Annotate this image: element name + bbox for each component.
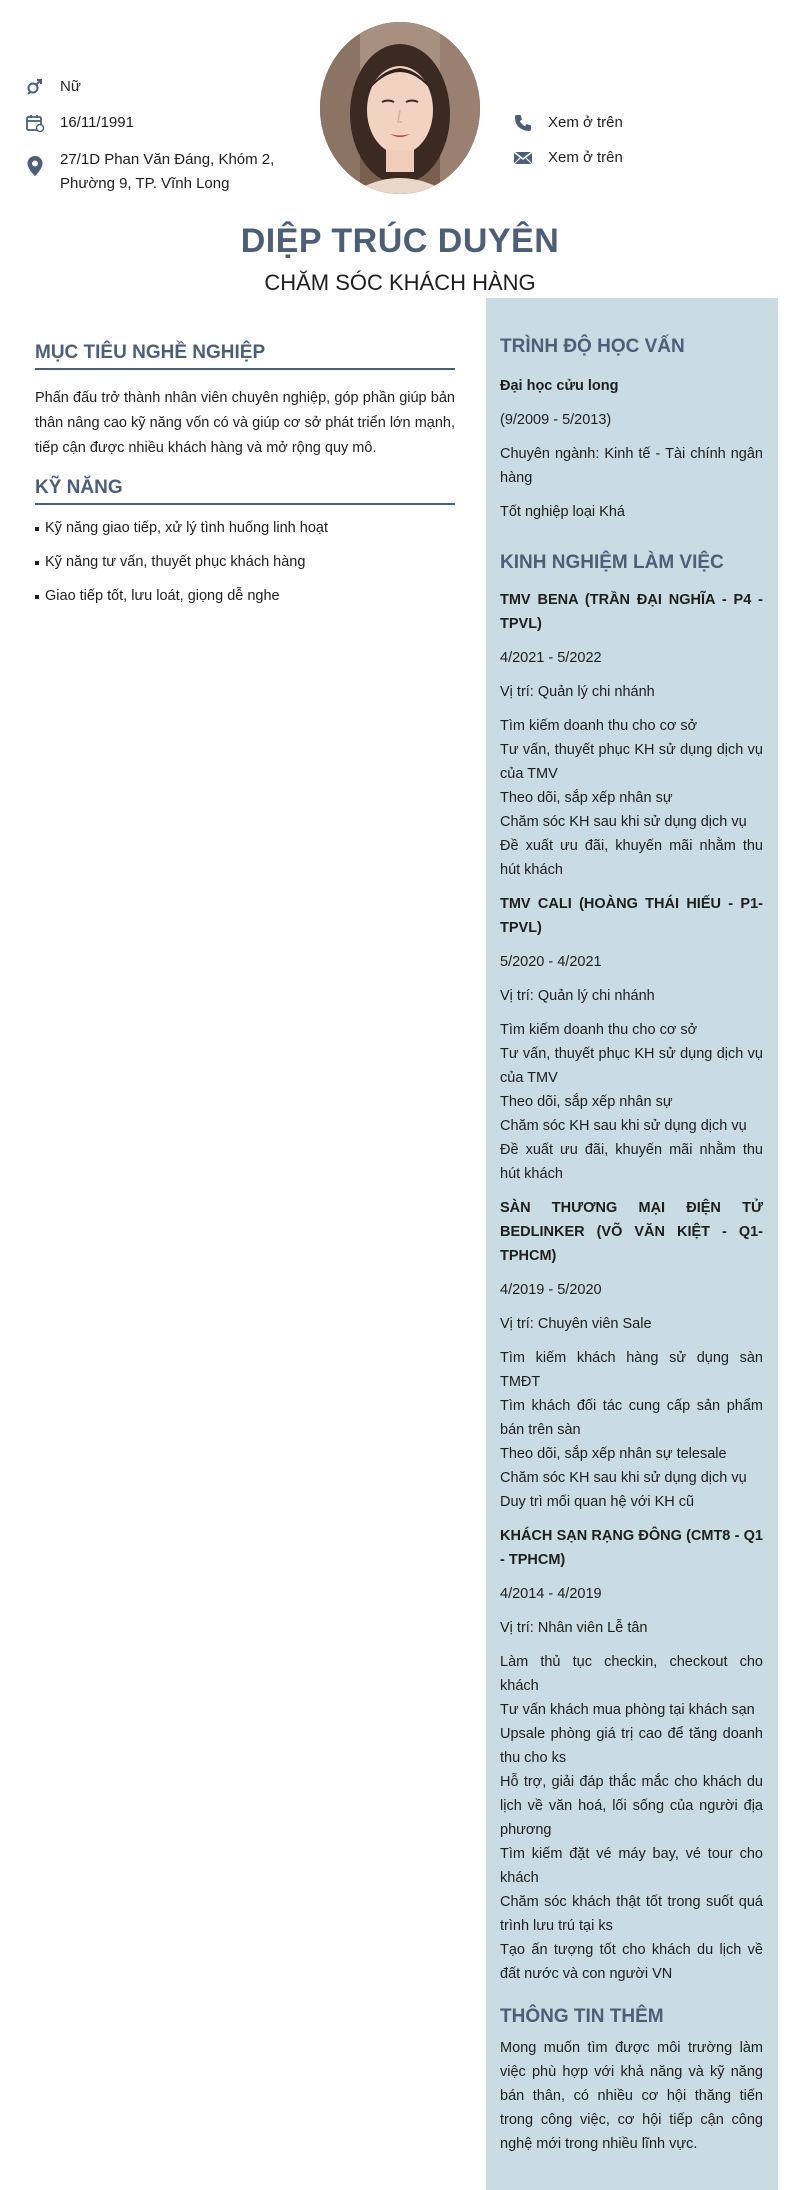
job-period: 5/2020 - 4/2021 xyxy=(500,954,602,970)
job-duty: Theo dõi, sắp xếp nhân sự xyxy=(500,790,673,806)
objective-text: Phấn đấu trở thành nhân viên chuyên nghiệp, góp phần giúp bản thân nâng cao kỹ năng vốn có và giúp cơ sở phát triển lớn mạnh, tiếp cận được nhiều khách hàng và mở rộng quy mô. xyxy=(35,390,455,456)
job-period: 4/2014 - 4/2019 xyxy=(500,1586,602,1602)
job-company: TMV BENA (TRẦN ĐẠI NGHĨA - P4 - TPVL) xyxy=(500,592,763,632)
job-duty: Tìm kiếm doanh thu cho cơ sở xyxy=(500,1022,698,1038)
gender-text: Nữ xyxy=(60,78,81,95)
job-entry xyxy=(500,1196,763,1514)
job-duty: Tìm kiếm khách hàng sử dụng sàn TMĐT xyxy=(500,1350,763,1390)
job-duty: Chăm sóc KH sau khi sử dụng dịch vụ xyxy=(500,1470,747,1486)
job-position: Vị trí: Quản lý chi nhánh xyxy=(500,988,655,1004)
address-row xyxy=(24,148,294,196)
email-icon xyxy=(512,147,534,169)
job-company: KHÁCH SẠN RẠNG ĐÔNG (CMT8 - Q1 - TPHCM) xyxy=(500,1528,763,1568)
job-duty: Tư vấn, thuyết phục KH sử dụng dịch vụ của TMV xyxy=(500,1046,763,1086)
gender-row xyxy=(24,76,294,98)
job-duty: Tư vấn, thuyết phục KH sử dụng dịch vụ của TMV xyxy=(500,742,763,782)
dob-text: 16/11/1991 xyxy=(60,114,134,131)
skill-item: Kỹ năng giao tiếp, xử lý tình huống linh hoạt xyxy=(35,517,455,539)
phone-text: Xem ở trên xyxy=(548,114,623,131)
education-school: Đại học cửu long xyxy=(500,378,619,394)
avatar xyxy=(320,22,480,194)
job-duty: Tạo ấn tượng tốt cho khách du lịch về đất nước và con người VN xyxy=(500,1942,763,1982)
job-duty: Làm thủ tục checkin, checkout cho khách xyxy=(500,1654,763,1694)
skills-title: KỸ NĂNG xyxy=(35,477,455,505)
phone-row xyxy=(512,112,752,134)
skill-item: Giao tiếp tốt, lưu loát, giọng dễ nghe xyxy=(35,585,455,607)
job-period: 4/2019 - 5/2020 xyxy=(500,1282,602,1298)
objective-title: MỤC TIÊU NGHỀ NGHIỆP xyxy=(35,342,455,370)
additional-title: THÔNG TIN THÊM xyxy=(500,2006,664,2027)
job-duty: Theo dõi, sắp xếp nhân sự telesale xyxy=(500,1446,727,1462)
job-duty: Tìm kiếm doanh thu cho cơ sở xyxy=(500,718,698,734)
dob-row xyxy=(24,112,294,134)
candidate-name: DIỆP TRÚC DUYÊN xyxy=(240,222,560,260)
job-duty: Upsale phòng giá trị cao để tăng doanh thu cho ks xyxy=(500,1726,763,1766)
location-icon xyxy=(24,155,46,177)
job-duty: Chăm sóc KH sau khi sử dụng dịch vụ xyxy=(500,1118,747,1134)
education-major: Chuyên ngành: Kinh tế - Tài chính ngân hàng xyxy=(500,446,763,486)
job-duty: Duy trì mối quan hệ với KH cũ xyxy=(500,1494,695,1510)
contact-left xyxy=(24,76,294,210)
job-duty: Đề xuất ưu đãi, khuyến mãi nhằm thu hút khách xyxy=(500,1142,763,1182)
address-text: 27/1D Phan Văn Đáng, Khóm 2, Phường 9, TP. Vĩnh Long xyxy=(60,151,275,192)
job-duty: Hỗ trợ, giải đáp thắc mắc cho khách du lịch về văn hoá, lối sống của người địa phương xyxy=(500,1774,763,1838)
skills-list xyxy=(35,517,455,607)
job-duty: Tìm kiếm đặt vé máy bay, vé tour cho khách xyxy=(500,1846,763,1886)
education-grade: Tốt nghiệp loại Khá xyxy=(500,504,625,520)
skill-item: Kỹ năng tư vấn, thuyết phục khách hàng xyxy=(35,551,455,573)
phone-icon xyxy=(512,112,534,134)
education-period: (9/2009 - 5/2013) xyxy=(500,412,612,428)
job-duty: Đề xuất ưu đãi, khuyến mãi nhằm thu hút khách xyxy=(500,838,763,878)
experience-title: KINH NGHIỆM LÀM VIỆC xyxy=(500,552,724,573)
job-duty: Chăm sóc KH sau khi sử dụng dịch vụ xyxy=(500,814,747,830)
job-company: TMV CALI (HOÀNG THÁI HIẾU - P1- TPVL) xyxy=(500,896,763,936)
email-text: Xem ở trên xyxy=(548,149,623,166)
job-period: 4/2021 - 5/2022 xyxy=(500,650,602,666)
email-row xyxy=(512,147,752,169)
job-position: Vị trí: Nhân viên Lễ tân xyxy=(500,1620,648,1636)
job-duty: Chăm sóc khách thật tốt trong suốt quá trình lưu trú tại ks xyxy=(500,1894,763,1934)
job-entry xyxy=(500,1524,763,1986)
job-duty: Theo dõi, sắp xếp nhân sự xyxy=(500,1094,673,1110)
calendar-icon xyxy=(24,112,46,134)
education-title: TRÌNH ĐỘ HỌC VẤN xyxy=(500,336,685,357)
job-company: SÀN THƯƠNG MẠI ĐIỆN TỬ BEDLINKER (VÕ VĂN KIỆT - Q1- TPHCM) xyxy=(500,1200,763,1264)
right-column xyxy=(486,298,778,2190)
left-column xyxy=(35,342,455,619)
job-position: Vị trí: Quản lý chi nhánh xyxy=(500,684,655,700)
candidate-role: CHĂM SÓC KHÁCH HÀNG xyxy=(264,270,536,295)
additional-text: Mong muốn tìm được môi trường làm việc phù hợp với khả năng và kỹ năng bán thân, có nhiều cơ hội thăng tiến trong công việc, cơ hội tiếp cận công nghệ mới trong nhiều lĩnh vực. xyxy=(500,2040,763,2152)
job-entry xyxy=(500,588,763,882)
job-position: Vị trí: Chuyên viên Sale xyxy=(500,1316,652,1332)
contact-right xyxy=(512,112,752,182)
job-entry xyxy=(500,892,763,1186)
gender-icon xyxy=(24,76,46,98)
job-duty: Tư vấn khách mua phòng tại khách sạn xyxy=(500,1702,755,1718)
job-duty: Tìm khách đối tác cung cấp sản phẩm bán trên sàn xyxy=(500,1398,763,1438)
